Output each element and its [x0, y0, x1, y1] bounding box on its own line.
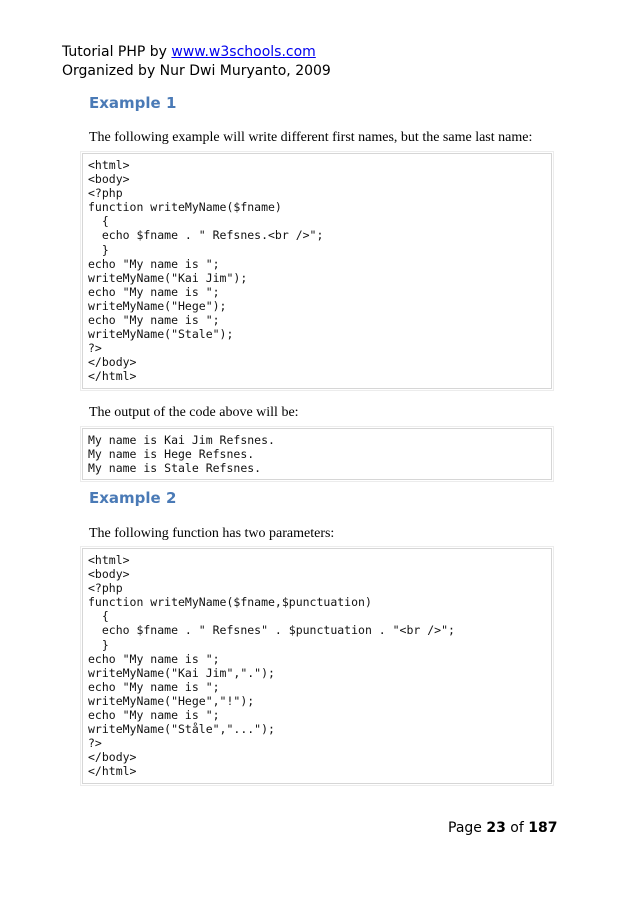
code-line: } — [88, 637, 109, 652]
code-line: <body> — [88, 172, 130, 187]
code-line: { — [88, 609, 109, 624]
header-line-1 — [62, 43, 331, 62]
code-line: </html> — [88, 764, 137, 779]
code-line: echo $fname . " Refsnes.<br />"; — [88, 228, 324, 243]
header-line-2: Organized by Nur Dwi Muryanto, 2009 — [62, 63, 331, 79]
output-line: My name is Hege Refsnes. — [88, 447, 255, 462]
example-2-heading: Example 2 — [89, 489, 177, 507]
page-footer — [448, 820, 557, 836]
example-1-heading: Example 1 — [89, 94, 177, 112]
code-line: echo "My name is "; — [88, 651, 220, 666]
code-line: writeMyName("Hege","!"); — [88, 693, 255, 708]
code-line: echo "My name is "; — [88, 679, 220, 694]
code-line: <body> — [88, 567, 130, 582]
code-line: </body> — [88, 750, 137, 765]
code-line: writeMyName("Kai Jim"); — [88, 270, 248, 285]
code-line: <?php — [88, 186, 123, 201]
code-line: echo "My name is "; — [88, 256, 220, 271]
example-1-output-block — [82, 428, 552, 480]
code-line: writeMyName("Stale"); — [88, 327, 234, 342]
code-line: </html> — [88, 369, 137, 384]
output-line: My name is Stale Refsnes. — [88, 461, 262, 476]
output-line: My name is Kai Jim Refsnes. — [88, 433, 275, 447]
page-header — [62, 43, 331, 81]
code-line: ?> — [88, 736, 102, 751]
of-word: of — [510, 820, 524, 836]
header-title: Tutorial PHP by — [62, 44, 172, 60]
example-2-intro: The following function has two parameters: — [89, 526, 335, 541]
code-line: writeMyName("Kai Jim","."); — [88, 665, 275, 680]
code-line: writeMyName("Ståle","..."); — [88, 722, 275, 737]
code-line: echo "My name is "; — [88, 708, 220, 723]
code-line: </body> — [88, 355, 137, 370]
code-line: <html> — [88, 553, 130, 567]
code-line: echo $fname . " Refsnes" . $punctuation . "<br />"; — [88, 623, 455, 638]
code-line: ?> — [88, 341, 102, 356]
page-number: 23 — [486, 820, 506, 836]
code-line: <?php — [88, 581, 123, 596]
code-line: function writeMyName($fname) — [88, 200, 282, 215]
total-pages: 187 — [528, 820, 558, 836]
code-line: } — [88, 242, 109, 257]
example-2-code-block — [82, 548, 552, 784]
code-line: writeMyName("Hege"); — [88, 298, 227, 313]
example-1-output-intro: The output of the code above will be: — [89, 405, 299, 420]
example-1-code-block — [82, 153, 552, 389]
example-1-intro: The following example will write different first names, but the same last name: — [89, 130, 533, 145]
code-line: function writeMyName($fname,$punctuation) — [88, 595, 372, 610]
code-line: echo "My name is "; — [88, 313, 220, 328]
code-line: <html> — [88, 158, 130, 172]
page-word: Page — [448, 820, 482, 836]
code-line: echo "My name is "; — [88, 284, 220, 299]
w3schools-link[interactable]: www.w3schools.com — [171, 44, 316, 60]
code-line: { — [88, 214, 109, 229]
